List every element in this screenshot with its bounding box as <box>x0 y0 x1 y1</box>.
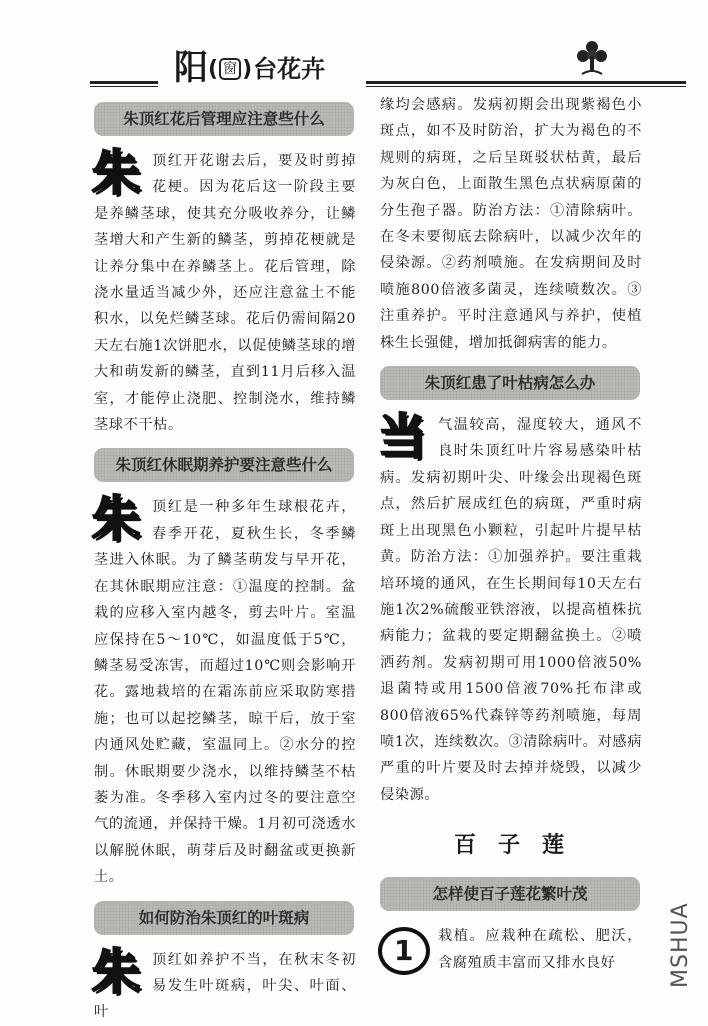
continued-paragraph: 缘均会感病。发病初期会出现紫褐色小斑点，如不及时防治，扩大为褐色的不规则的病斑，之后呈斑驳状枯黄，最后为灰白色，上面散生黑色点状病原菌的分生孢子器。防治方法：①清除病叶。在冬末要彻底去除病叶，以减少次年的侵染源。②药剂喷施。在发病期间及时喷施800倍液多菌灵，连续喷数次。③注重养护。平时注意通风与养护，使植株生长强健，增加抵御病害的能力。 <box>380 97 642 351</box>
drop-cap: 朱 <box>92 943 141 1000</box>
paragraph-text: 顶红开花谢去后，要及时剪掉花梗。因为花后这一阶段主要是养鳞茎球，使其充分吸收养分，让鳞茎增大和产生新的鳞茎，剪掉花梗就是让养分集中在养鳞茎上。花后管理，除浇水量适当减少外，还应注意盆土不能积水，以免烂鳞茎球。花后仍需间隔20天左右施1次饼肥水，以促使鳞茎球的增大和萌发新的鳞茎，直到11月后移入温室，才能停止浇肥、控制浇水，维持鳞茎球不干枯。 <box>94 153 356 434</box>
paragraph-text: 顶红如养护不当，在秋末冬初易发生叶斑病，叶尖、叶面、叶 <box>94 951 356 1021</box>
drop-cap: 朱 <box>92 145 141 201</box>
drop-cap: 当 <box>378 409 427 466</box>
masthead-paren-close: ) <box>242 57 253 82</box>
article-section <box>380 877 642 976</box>
drop-cap: 朱 <box>92 491 141 548</box>
left-column <box>94 102 356 1026</box>
right-column <box>380 92 642 976</box>
watermark: MSHUA <box>668 902 693 988</box>
section-heading: 朱顶红花后管理应注意些什么 <box>94 102 354 136</box>
subsection-title: 百子莲 <box>453 833 586 859</box>
masthead-big-char: 阳 <box>174 48 207 88</box>
article-section <box>380 366 642 808</box>
header-rule-right <box>366 81 686 87</box>
article-section <box>94 102 356 438</box>
page-header <box>82 48 682 98</box>
masthead-rest: 台花卉 <box>253 55 326 83</box>
article-section <box>94 901 356 1026</box>
section-heading: 怎样使百子莲花繁叶茂 <box>380 877 640 911</box>
article-paragraph <box>380 923 642 976</box>
masthead-paren-open: ( <box>208 57 219 82</box>
section-heading: 朱顶红休眠期养护要注意些什么 <box>94 448 354 482</box>
article-paragraph <box>92 943 356 1026</box>
article-paragraph <box>92 145 356 438</box>
tree-icon <box>574 38 610 78</box>
masthead-window-icon: 窗 <box>219 58 241 80</box>
paragraph-text: 顶红是一种多年生球根花卉，春季开花，夏秋生长，冬季鳞茎进入休眠。为了鳞茎萌发与早开花，在其休眠期应注意：①温度的控制。盆栽的应移入室内越冬，剪去叶片。室温应保持在5～10℃，如温度低于5℃，鳞茎易受冻害，而超过10℃则会影响开花。露地栽培的在霜冻前应采取防寒措施；也可以起挖鳞茎，晾干后，放于室内通风处贮藏，室温同上。②水分的控制。休眠期要少浇水，以维持鳞茎不枯萎为准。冬季移入室内过冬的要注意空气的流通，并保持干燥。1月初可浇透水以解脱休眠，萌芽后及时翻盆或更换新土。 <box>94 499 356 886</box>
article-paragraph <box>92 491 356 890</box>
paragraph-text: 气温较高，湿度较大，通风不良时朱顶红叶片容易感染叶枯病。发病初期叶尖、叶缘会出现褐色斑点，然后扩展成红色的病斑，严重时病斑上出现黑色小颗粒，引起叶片提早枯黄。防治方法：①加强养护。要注重栽培环境的通风，在生长期间每10天左右施1次2%硫酸亚铁溶液，以提高植株抗病能力；盆栽的要定期翻盆换土。②喷洒药剂。发病初期可用1000倍液50%退菌特或用1500倍液70%托布津或800倍液65%代森锌等药剂喷施，每周喷1次，连续数次。③清除病叶。对感病严重的叶片要及时去掉并烧毁，以减少侵染源。 <box>380 417 642 803</box>
article-paragraph <box>378 409 642 808</box>
section-heading: 朱顶红患了叶枯病怎么办 <box>380 366 640 400</box>
masthead <box>174 48 325 88</box>
paragraph-text: 栽植。应栽种在疏松、肥沃，含腐殖质丰富而又排水良好 <box>438 928 642 971</box>
header-rule-left <box>90 81 158 87</box>
circled-number-icon: 1 <box>378 927 430 975</box>
section-heading: 如何防治朱顶红的叶斑病 <box>94 901 354 935</box>
article-section <box>94 448 356 890</box>
